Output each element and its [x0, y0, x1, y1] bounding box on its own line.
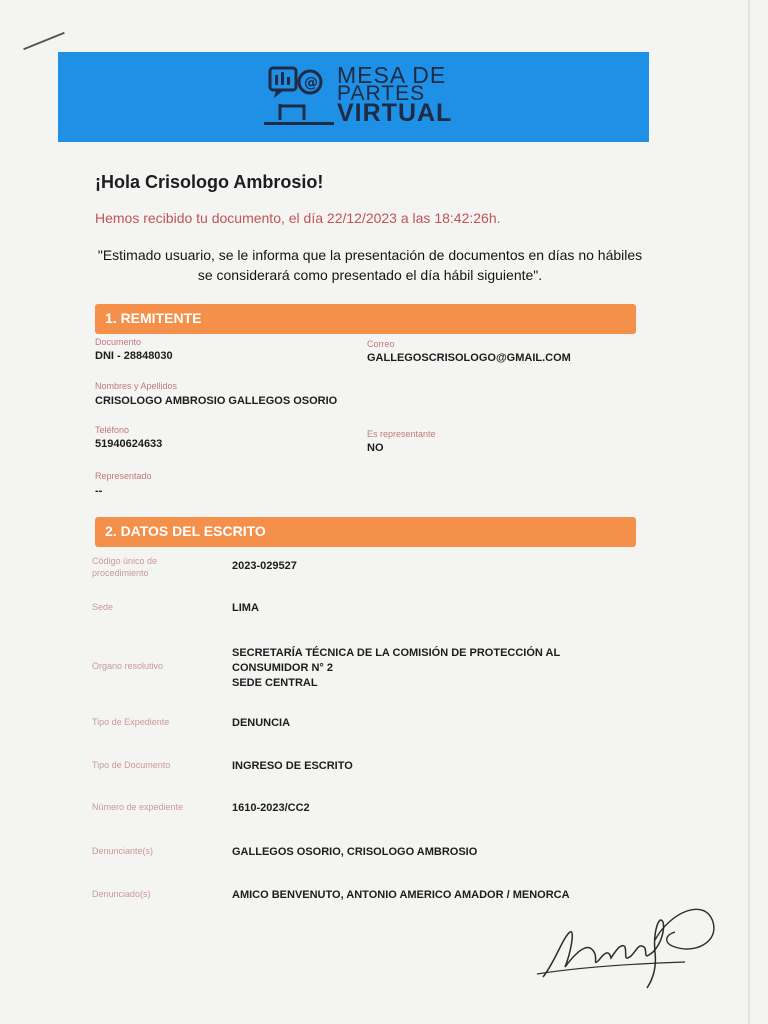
representante-label: Es representante	[367, 429, 436, 439]
notice-text: "Estimado usuario, se le informa que la presentación de documentos en días no hábiles se considerará como presentado el día hábil siguiente".	[97, 247, 643, 283]
codigo-value: 2023-029527	[232, 560, 297, 572]
denunciante-value: GALLEGOS OSORIO, CRISOLOGO AMBROSIO	[232, 846, 478, 858]
representado-label: Representado	[95, 471, 152, 481]
section-datos-escrito	[95, 517, 636, 547]
greeting-heading: ¡Hola Crisologo Ambrosio!	[95, 172, 324, 192]
section-title-remitente: 1. REMITENTE	[105, 310, 202, 326]
sede-label: Sede	[92, 602, 114, 612]
tipo-expediente-label: Tipo de Expediente	[92, 717, 170, 727]
scan-mark	[23, 32, 65, 50]
representado-value: --	[95, 485, 103, 497]
numero-expediente-label: Número de expediente	[92, 802, 184, 812]
correo-label: Correo	[367, 339, 395, 349]
organo-label: Organo resolutivo	[92, 661, 164, 671]
sede-value: LIMA	[232, 602, 259, 614]
representante-value: NO	[367, 442, 384, 454]
telefono-label: Teléfono	[95, 425, 130, 435]
handwritten-signature	[535, 892, 720, 992]
denunciado-label: Denunciado(s)	[92, 889, 151, 899]
logo-line-1: MESA DE	[337, 62, 447, 88]
logo-line-3: VIRTUAL	[337, 99, 453, 127]
svg-text:@: @	[304, 75, 318, 91]
mesa-de-partes-logo	[262, 62, 472, 132]
section-title-datos-escrito: 2. DATOS DEL ESCRITO	[105, 523, 266, 539]
denunciado-value: AMICO BENVENUTO, ANTONIO AMERICO AMADOR / MENORCA	[232, 889, 570, 901]
tipo-expediente-value: DENUNCIA	[232, 717, 291, 729]
tipo-documento-label: Tipo de Documento	[92, 760, 171, 770]
numero-expediente-value: 1610-2023/CC2	[232, 802, 310, 814]
logo-line-2: PARTES	[337, 82, 426, 105]
denunciante-label: Denunciante(s)	[92, 846, 154, 856]
nombres-label: Nombres y Apellidos	[95, 381, 178, 391]
correo-value: GALLEGOSCRISOLOGO@GMAIL.COM	[367, 352, 571, 364]
tipo-documento-value: INGRESO DE ESCRITO	[232, 760, 353, 772]
received-message: Hemos recibido tu documento, el día 22/12/2023 a las 18:42:26h.	[95, 210, 501, 226]
documento-value: DNI - 28848030	[95, 350, 173, 362]
documento-label: Documento	[95, 337, 142, 347]
section-remitente	[95, 304, 636, 334]
desk-icon	[262, 62, 334, 128]
codigo-label: Código único de procedimiento	[92, 556, 158, 578]
page-edge	[748, 0, 750, 1024]
telefono-value: 51940624633	[95, 438, 163, 450]
organo-sede-value: SEDE CENTRAL	[232, 677, 318, 689]
nombres-value: CRISOLOGO AMBROSIO GALLEGOS OSORIO	[95, 395, 338, 407]
organo-value: SECRETARÍA TÉCNICA DE LA COMISIÓN DE PROTECCIÓN AL CONSUMIDOR N° 2	[232, 647, 560, 674]
